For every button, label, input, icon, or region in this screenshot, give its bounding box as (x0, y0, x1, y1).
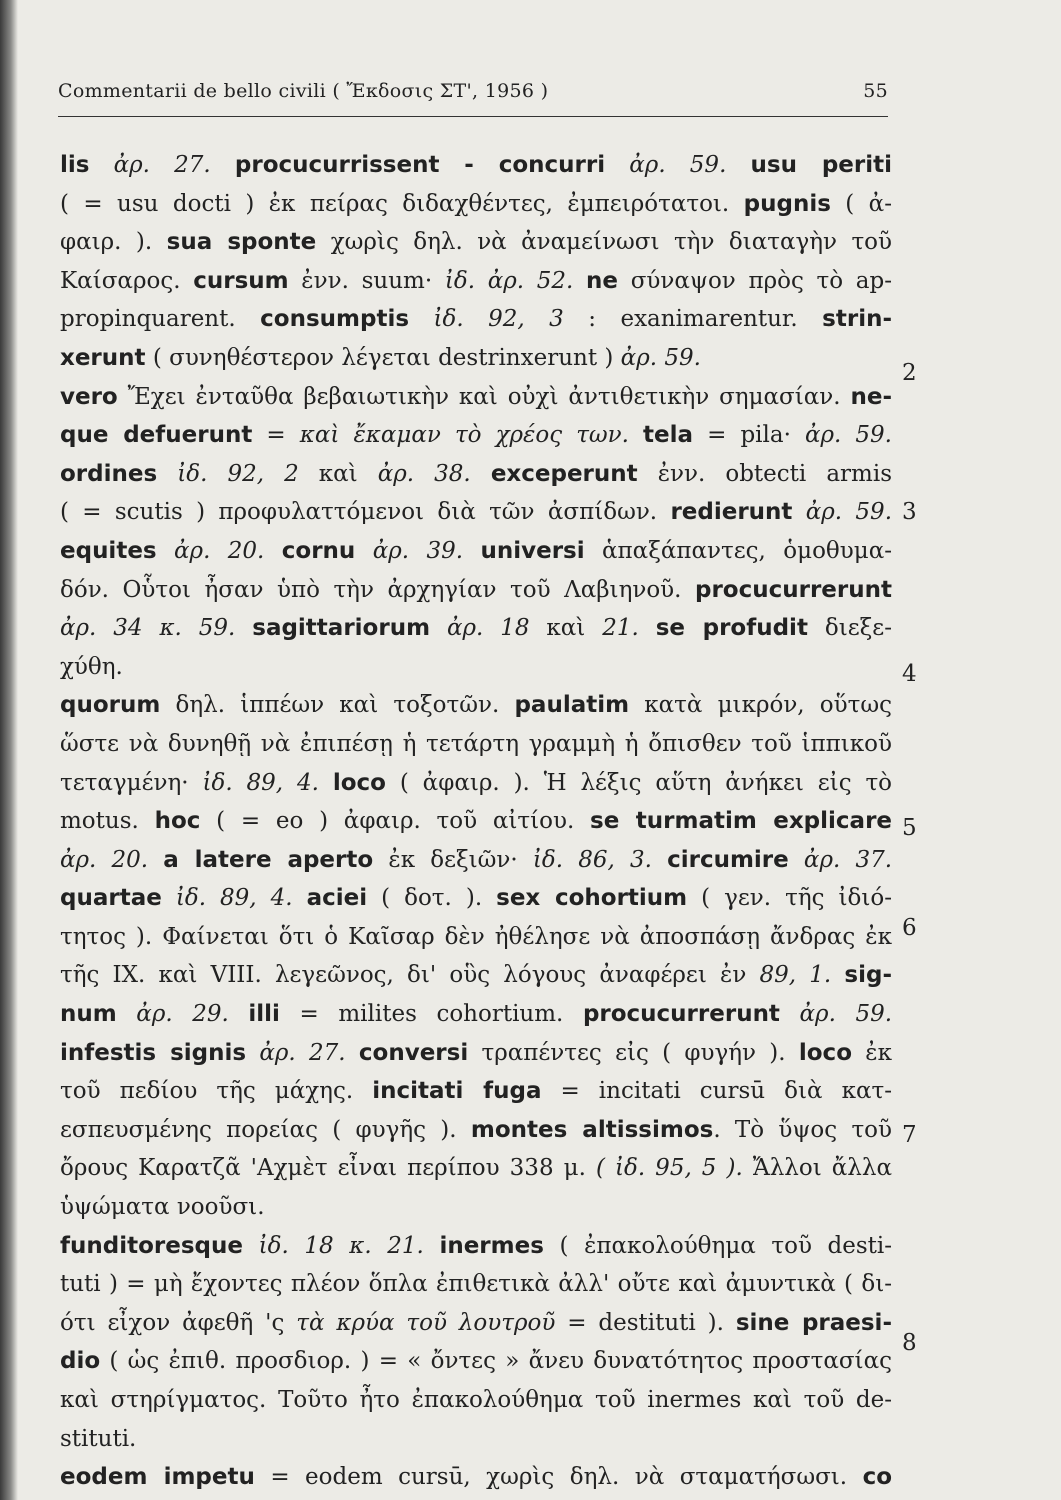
text-line: ( = scutis ) προφυλαττόμενοι διὰ τῶν ἀσπίδων. redierunt ἀρ. 59. (60, 499, 892, 526)
header-rule (58, 116, 888, 117)
text-line: que defuerunt = καὶ ἔκαμαν τὸ χρέος των. tela = pila· ἀρ. 59. (60, 422, 892, 449)
text-line: lis ἀρ. 27. procucurrissent - concurri ἀρ. 59. usu periti (60, 152, 892, 178)
page-edge-shadow (0, 0, 18, 1500)
margin-number: 6 (902, 915, 917, 941)
text-line: ὄρους Καρατζᾶ 'Αχμὲτ εἶναι περίπου 338 μ. ( ἰδ. 95, 5 ). Ἄλλοι ἄλλα (60, 1155, 892, 1182)
text-line: dio ( ὡς ἐπιθ. προσδιορ. ) = « ὄντες » ἄνευ δυνατότητος προστασίας (60, 1348, 892, 1375)
text-line: ὥστε νὰ δυνηθῇ νὰ ἐπιπέσῃ ἡ τετάρτη γραμμὴ ἡ ὄπισθεν τοῦ ἱππικοῦ (60, 730, 892, 757)
text-line: φαιρ. ). sua sponte χωρὶς δηλ. νὰ ἀναμείνωσι τὴν διαταγὴν τοῦ (60, 229, 892, 256)
commentary-text (60, 146, 892, 1497)
text-line: Καίσαρος. cursum ἐνν. suum· ἰδ. ἀρ. 52. ne σύναψον πρὸς τὸ ap- (60, 267, 892, 294)
text-line: equites ἀρ. 20. cornu ἀρ. 39. universi ἁπαξάπαντες, ὁμοθυμα- (60, 537, 892, 564)
text-line: quartae ἰδ. 89, 4. aciei ( δοτ. ). sex cohortium ( γεν. τῆς ἰδιό- (60, 885, 892, 912)
text-line: propinquarent. consumptis ἰδ. 92, 3 : exanimarentur. strin- (60, 306, 892, 333)
text-line: infestis signis ἀρ. 27. conversi τραπέντες εἰς ( φυγήν ). loco ἐκ (60, 1039, 892, 1066)
text-line: tuti ) = μὴ ἔχοντες πλέον ὅπλα ἐπιθετικὰ ἀλλ' οὔτε καὶ ἀμυντικὰ ( δι- (60, 1271, 892, 1298)
margin-number: 8 (902, 1330, 917, 1356)
text-line: xerunt ( συνηθέστερον λέγεται destrinxerunt ) ἀρ. 59. (60, 344, 701, 371)
text-line: eodem impetu = eodem cursū, χωρὶς δηλ. νὰ σταματήσωσι. co (60, 1464, 892, 1491)
text-line: ἀρ. 34 κ. 59. sagittariorum ἀρ. 18 καὶ 21. se profudit διεξε- (60, 615, 892, 642)
margin-number: 4 (902, 661, 917, 687)
margin-number: 2 (902, 360, 917, 386)
page-header (58, 80, 888, 114)
text-line: ordines ἰδ. 92, 2 καὶ ἀρ. 38. exceperunt ἐνν. obtecti armis (60, 460, 892, 487)
page-number: 55 (863, 80, 888, 102)
text-line: τητος ). Φαίνεται ὅτι ὁ Καῖσαρ δὲν ἠθέλησε νὰ ἀποσπάσῃ ἄνδρας ἐκ (60, 923, 892, 950)
text-line: τοῦ πεδίου τῆς μάχης. incitati fuga = incitati cursū διὰ κατ- (60, 1078, 892, 1105)
text-line: vero Ἔχει ἐνταῦθα βεβαιωτικὴν καὶ οὐχὶ ἀντιθετικὴν σημασίαν. ne- (60, 383, 892, 410)
margin-number: 3 (902, 499, 917, 525)
text-line: ἀρ. 20. a latere aperto ἐκ δεξιῶν· ἰδ. 86, 3. circumire ἀρ. 37. (60, 846, 892, 873)
text-line: τεταγμένη· ἰδ. 89, 4. loco ( ἀφαιρ. ). Ἡ λέξις αὕτη ἀνήκει εἰς τὸ (60, 769, 892, 796)
text-line: quorum δηλ. ἱππέων καὶ τοξοτῶν. paulatim κατὰ μικρόν, οὕτως (60, 692, 892, 719)
text-line: funditoresque ἰδ. 18 κ. 21. inermes ( ἐπακολούθημα τοῦ desti- (60, 1232, 892, 1259)
text-line: ότι εἶχον ἀφεθῆ 'ς τὰ κρύα τοῦ λουτροῦ = destituti ). sine praesi- (60, 1309, 892, 1336)
text-line: καὶ στηρίγματος. Τοῦτο ἦτο ἐπακολούθημα τοῦ inermes καὶ τοῦ de- (60, 1387, 892, 1413)
text-line: ὑψώματα νοοῦσι. (60, 1194, 265, 1221)
margin-number: 7 (902, 1122, 917, 1148)
text-line: τῆς IX. καὶ VIII. λεγεῶνος, δι' οὓς λόγους ἀναφέρει ἐν 89, 1. sig- (60, 962, 892, 989)
text-line: motus. hoc ( = eo ) ἀφαιρ. τοῦ αἰτίου. se turmatim explicare (60, 808, 892, 835)
text-line: δόν. Οὗτοι ἦσαν ὑπὸ τὴν ἀρχηγίαν τοῦ Λαβιηνοῦ. procucurrerunt (60, 576, 892, 603)
text-line: ( = usu docti ) ἐκ πείρας διδαχθέντες, ἐμπειρότατοι. pugnis ( ἀ- (60, 190, 892, 217)
text-line: stituti. (60, 1425, 137, 1452)
running-title: Commentarii de bello civili ( Ἔκδοσις ΣΤ', 1956 ) (58, 80, 549, 102)
text-line: χύθη. (60, 653, 123, 680)
text-line: εσπευσμένης πορείας ( φυγῆς ). montes altissimos. Τὸ ὕψος τοῦ (60, 1116, 892, 1143)
margin-number: 5 (902, 815, 917, 841)
text-line: num ἀρ. 29. illi = milites cohortium. procucurrerunt ἀρ. 59. (60, 1001, 892, 1028)
